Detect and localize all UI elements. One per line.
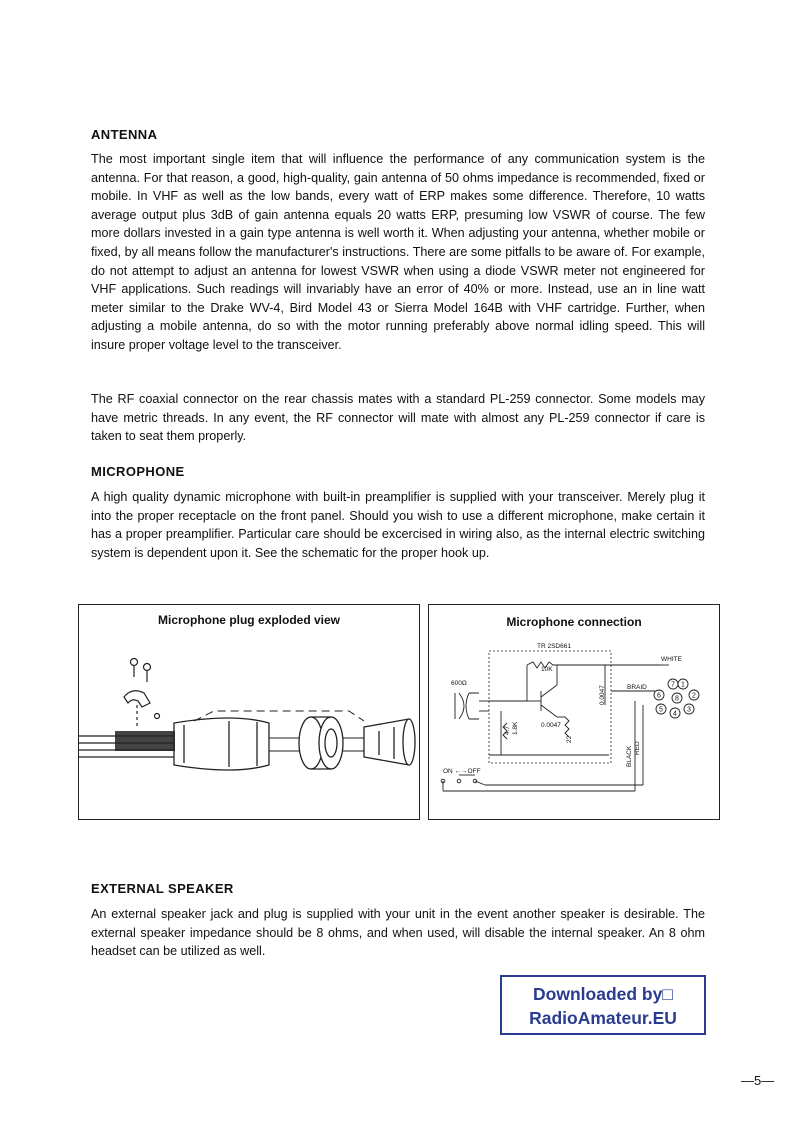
label-r2: 1.8K [512, 721, 519, 735]
pin-5: 5 [659, 706, 663, 714]
antenna-heading: ANTENNA [91, 127, 158, 142]
label-black: BLACK [626, 745, 633, 767]
antenna-paragraph-2: The RF coaxial connector on the rear chassis mates with a standard PL-259 connector. Some models may have metric threads. In any event, the RF connector will mate with almost any PL-259 connector if care is taken to seat them properly. [91, 392, 705, 444]
pin-6: 6 [657, 692, 661, 700]
microphone-paragraph: A high quality dynamic microphone with built-in preamplifier is supplied with your transceiver. Merely plug it into the proper receptacle on the front panel. Should you wish to use a different microphone, make certain it has a proper preamplifier. Particular care should be excercised in wiring also, as the internal electric switching system is dependent upon it. See the schematic for the proper hook up. [91, 490, 705, 560]
plug-exploded-drawing [79, 605, 419, 819]
pin-7: 7 [671, 681, 675, 689]
stamp-line-1: Downloaded by□ [533, 984, 673, 1004]
download-stamp [500, 975, 706, 1035]
pin-2: 2 [692, 692, 696, 700]
label-c2: 0.0047 [541, 722, 561, 729]
label-c1: 0.0047 [599, 685, 606, 705]
external-speaker-paragraph: An external speaker jack and plug is supplied with your unit in the event another speaker is desirable. The external speaker impedance should be 8 ohms, and when used, will disable the internal speaker. An 8 ohm headset can be utilized as well. [91, 907, 705, 959]
external-speaker-heading: EXTERNAL SPEAKER [91, 881, 234, 896]
pin-8: 8 [675, 695, 679, 703]
pin-3: 3 [687, 706, 691, 714]
pin-1: 1 [681, 681, 685, 689]
label-r1: 10K [541, 666, 553, 673]
label-white: WHITE [661, 656, 682, 663]
label-transistor: TR 2SD661 [537, 643, 571, 650]
figure-left-title: Microphone plug exploded view [157, 613, 340, 627]
stamp-line-2: RadioAmateur.EU [529, 1008, 677, 1028]
label-braid: BRAID [627, 684, 647, 691]
page-number: —5— [741, 1073, 775, 1088]
figure-right-title: Microphone connection [506, 615, 642, 629]
label-red: RED [634, 741, 641, 755]
microphone-schematic [429, 605, 719, 819]
label-impedance: 600Ω [451, 680, 467, 687]
pin-4: 4 [673, 710, 677, 718]
label-r3: 22 [566, 735, 573, 743]
label-switch: ON ←→OFF [443, 768, 481, 775]
figure-microphone-connection [428, 604, 720, 820]
figure-plug-exploded-view [78, 604, 420, 820]
antenna-paragraph-1: The most important single item that will influence the performance of any communication system is the antenna. For that reason, a good, high-quality, gain antenna of 50 ohms impedance is recommended, fixed or mobile. In VHF as well as the low bands, every watt of ERP makes some difference. Therefore, 10 watts average output plus 3dB of gain antenna equals 20 watts ERP, presuming low VSWR of course. The few more dollars invested in a gain type antenna is well worth it. When adjusting your antenna, whether mobile or fixed, by all means follow the manufacturer's instructions. There are some pitfalls to be aware of. For example, do not attempt to adjust an antenna for lowest VSWR when using a diode VSWR meter not engineered for VHF applications. Such readings will invariably have an error of 40% or more. Instead, use an in line watt meter similar to the Drake WV-4, Bird Model 43 or Sierra Model 164B with VHF cartridge. Further, when adjusting a mobile antenna, do so with the motor running preferably above normal idling speed. This will insure proper voltage level to the transceiver. [91, 152, 705, 352]
microphone-heading: MICROPHONE [91, 464, 185, 479]
label-c3: 4.7 [504, 725, 511, 735]
